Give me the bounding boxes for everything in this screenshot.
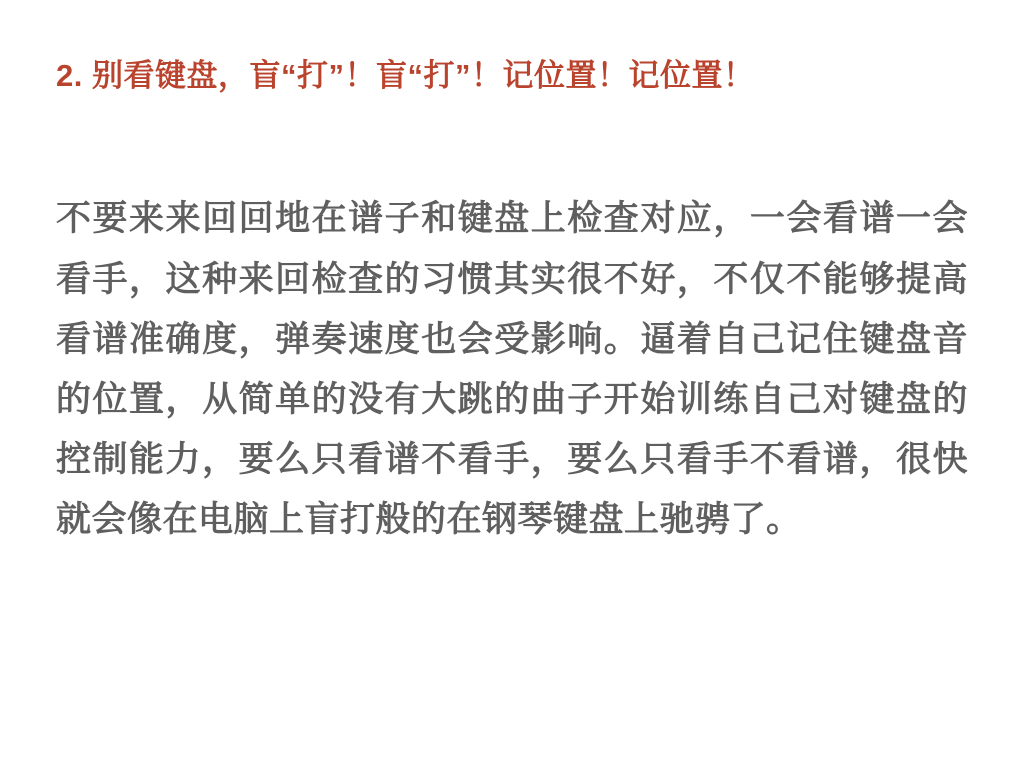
section-heading: 2. 别看键盘，盲“打”！盲“打”！记位置！记位置！: [56, 58, 755, 93]
body-content: [56, 189, 968, 550]
body-paragraph: 不要来来回回地在谱子和键盘上检查对应，一会看谱一会看手，这种来回检查的习惯其实很不好，不仅不能够提高看谱准确度，弹奏速度也会受影响。逼着自己记住键盘音的位置，从简单的没有大跳的曲子开始训练自己对键盘的控制能力，要么只看谱不看手，要么只看手不看谱，很快就会像在电脑上盲打般的在钢琴键盘上驰骋了。: [56, 199, 968, 540]
